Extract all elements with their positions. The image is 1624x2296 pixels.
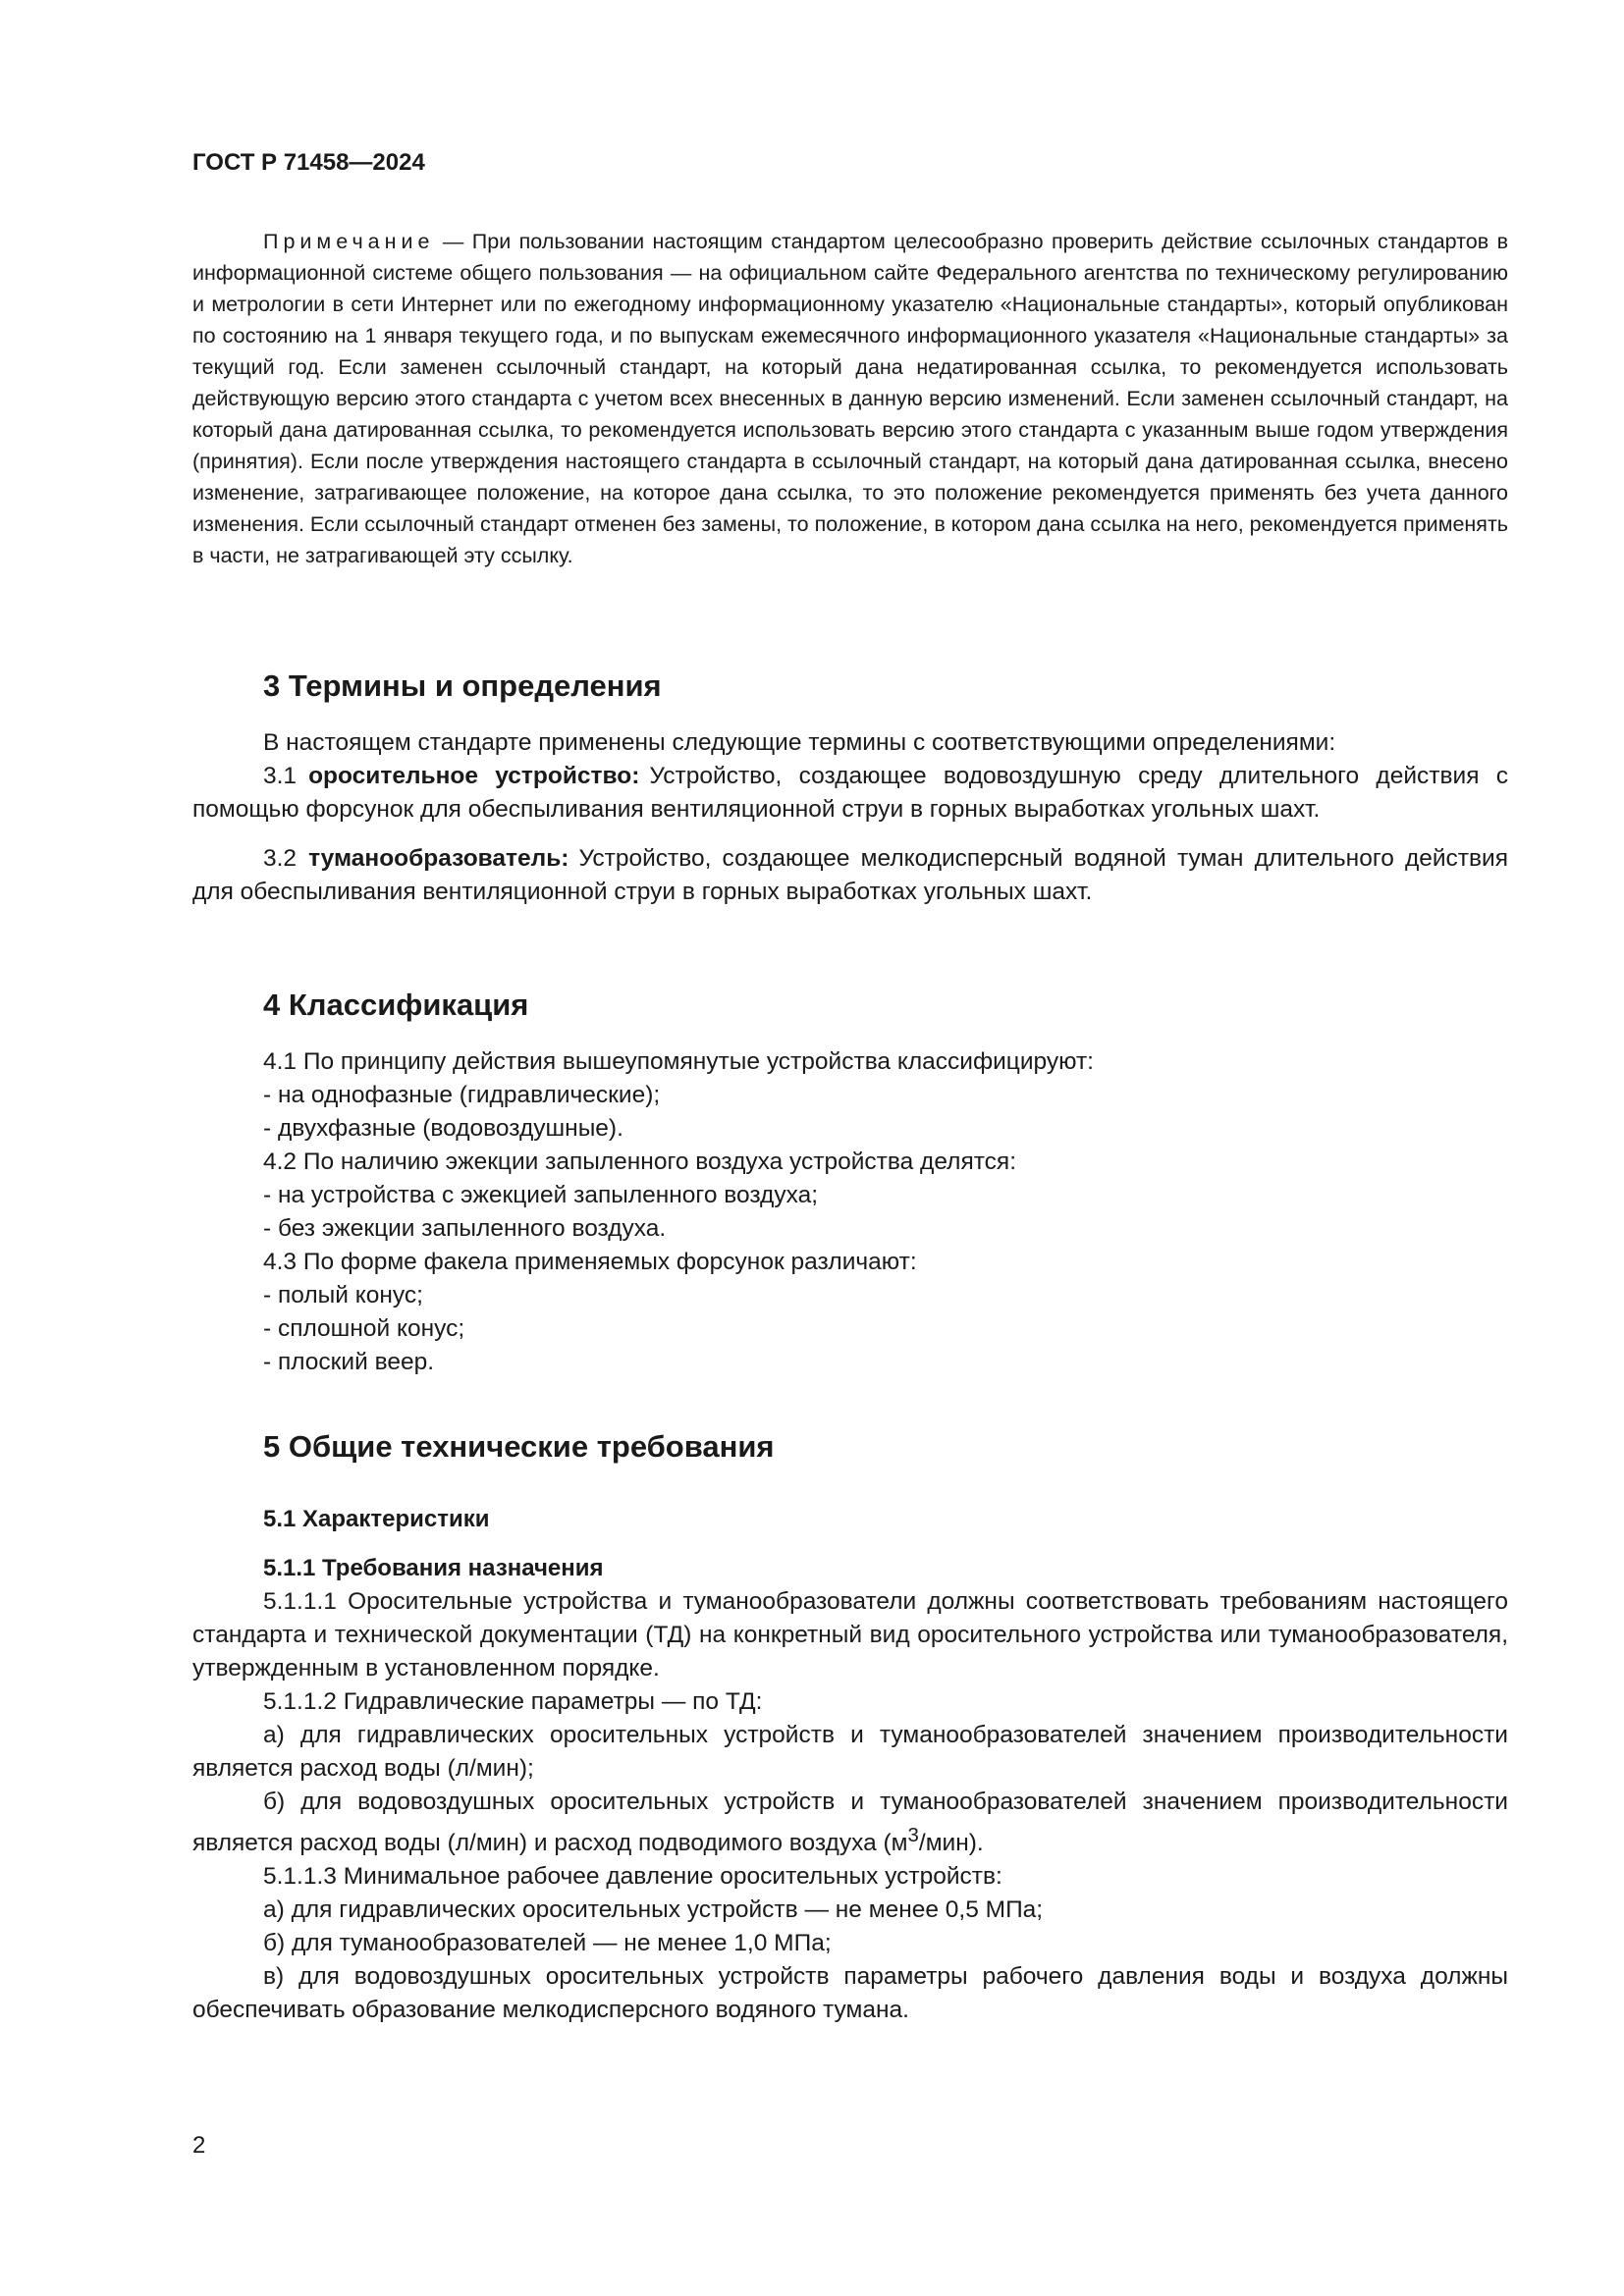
list-item: - на устройства с эжекцией запыленного воздуха; bbox=[263, 1182, 818, 1208]
clause-5-1-1-3-c: в) для водовоздушных оросительных устройств параметры рабочего давления воды и воздуха должны обеспечивать образование мелкодисперсного водяного тумана. bbox=[192, 1963, 1508, 2024]
list-item: 4.1 По принципу действия вышеупомянутые устройства классифицируют: bbox=[263, 1048, 1094, 1075]
clause-5-1-1-2-a: а) для гидравлических оросительных устройств и туманообразователей значением производительности является расход воды (л/мин); bbox=[192, 1722, 1508, 1782]
subsection-5-1-1-heading: 5.1.1 Требования назначения bbox=[263, 1555, 604, 1581]
clause-5-1-1-2-b: б) для водовоздушных оросительных устройств и туманообразователей значением производительности является расход воды (л/мин) и расход подводимого воздуха $(м^3/мин)$. bbox=[192, 1789, 1508, 1857]
term-number: 3.2 bbox=[263, 845, 298, 872]
term-name: туманообразователь: bbox=[308, 845, 569, 872]
list-item: - без эжекции запыленного воздуха. bbox=[263, 1215, 667, 1242]
term-definition: Устройство, создающее водовоздушную среду длительного действия с помощью форсунок для обеспыливания вентиляционной струи в горных выработках угольных шахт. bbox=[192, 763, 1509, 823]
note-label: Примечание bbox=[263, 230, 435, 253]
section-3 bbox=[192, 666, 1508, 909]
term-definition: Устройство, создающее мелкодисперсный водяной туман длительного действия для обеспыливания вентиляционной струи в горных выработках угольных шахт. bbox=[192, 845, 1508, 905]
list-item: 4.2 По наличию эжекции запыленного воздуха устройства делятся: bbox=[263, 1148, 1017, 1175]
subsection-5-1-heading: 5.1 Характеристики bbox=[263, 1506, 490, 1532]
section-5-heading: 5 Общие технические требования bbox=[263, 1429, 775, 1464]
document-id: ГОСТ Р 71458—2024 bbox=[192, 149, 425, 176]
clause-5-1-1-3-a: а) для гидравлических оросительных устройств — не менее 0,5 МПа; bbox=[263, 1896, 1044, 1924]
clause-5-1-1-2: 5.1.1.2 Гидравлические параметры — по ТД: bbox=[263, 1688, 763, 1715]
note-block bbox=[192, 226, 1508, 571]
note-text: — При пользовании настоящим стандартом целесообразно проверить действие ссылочных стандартов в информационной системе общего пользования — на официальном сайте Федерального агентства по техническому регулированию и метрологии в сети Интернет или по ежегодному информационному указателю «Национальные стандарты», который опубликован по состоянию на 1 января текущего года, и по выпускам ежемесячного информационного указателя «Национальные стандарты» за текущий год. Если заменен ссылочный стандарт, на который дана недатированная ссылка, то рекомендуется использовать действующую версию этого стандарта с учетом всех внесенных в данную версию изменений. Если заменен ссылочный стандарт, на который дана датированная ссылка, то рекомендуется использовать версию этого стандарта с указанным выше годом утверждения (принятия). Если после утверждения настоящего стандарта в ссылочный стандарт, на который дана датированная ссылка, внесено изменение, затрагивающее положение, на которое дана ссылка, то это положение рекомендуется применять без учета данного изменения. Если ссылочный стандарт отменен без замены, то положение, в котором дана ссылка на него, рекомендуется применять в части, не затрагивающей эту ссылку. bbox=[192, 230, 1508, 567]
list-item: - двухфазные (водовоздушные). bbox=[263, 1115, 623, 1142]
term-number: 3.1 bbox=[263, 763, 298, 789]
clause-5-1-1-3: 5.1.1.3 Минимальное рабочее давление оросительных устройств: bbox=[263, 1863, 1002, 1891]
note-paragraph bbox=[192, 226, 1508, 571]
section-5 bbox=[192, 1426, 1508, 2027]
term-3-2 bbox=[192, 842, 1508, 909]
term-3-1 bbox=[192, 760, 1508, 827]
section-4 bbox=[192, 985, 1508, 1379]
list-item: - плоский веер. bbox=[263, 1349, 435, 1375]
section-4-heading: 4 Классификация bbox=[263, 988, 529, 1022]
list-item: - полый конус; bbox=[263, 1282, 423, 1308]
section-3-intro: В настоящем стандарте применены следующие термины с соответствующими определениями: bbox=[263, 729, 1336, 756]
page-number: 2 bbox=[192, 2132, 206, 2159]
clause-5-1-1-1: 5.1.1.1 Оросительные устройства и туманообразователи должны соответствовать требованиям настоящего стандарта и технической документации (ТД) на конкретный вид оросительного устройства или туманообразователя, утвержденным в установленном порядке. bbox=[192, 1588, 1508, 1682]
section-3-heading: 3 Термины и определения bbox=[263, 668, 662, 703]
clause-5-1-1-3-b: б) для туманообразователей — не менее 1,0 МПа; bbox=[263, 1930, 832, 1957]
list-item: - сплошной конус; bbox=[263, 1315, 465, 1342]
list-item: - на однофазные (гидравлические); bbox=[263, 1082, 661, 1108]
term-name: оросительное устройство: bbox=[308, 763, 640, 789]
list-item: 4.3 По форме факела применяемых форсунок различают: bbox=[263, 1249, 917, 1275]
